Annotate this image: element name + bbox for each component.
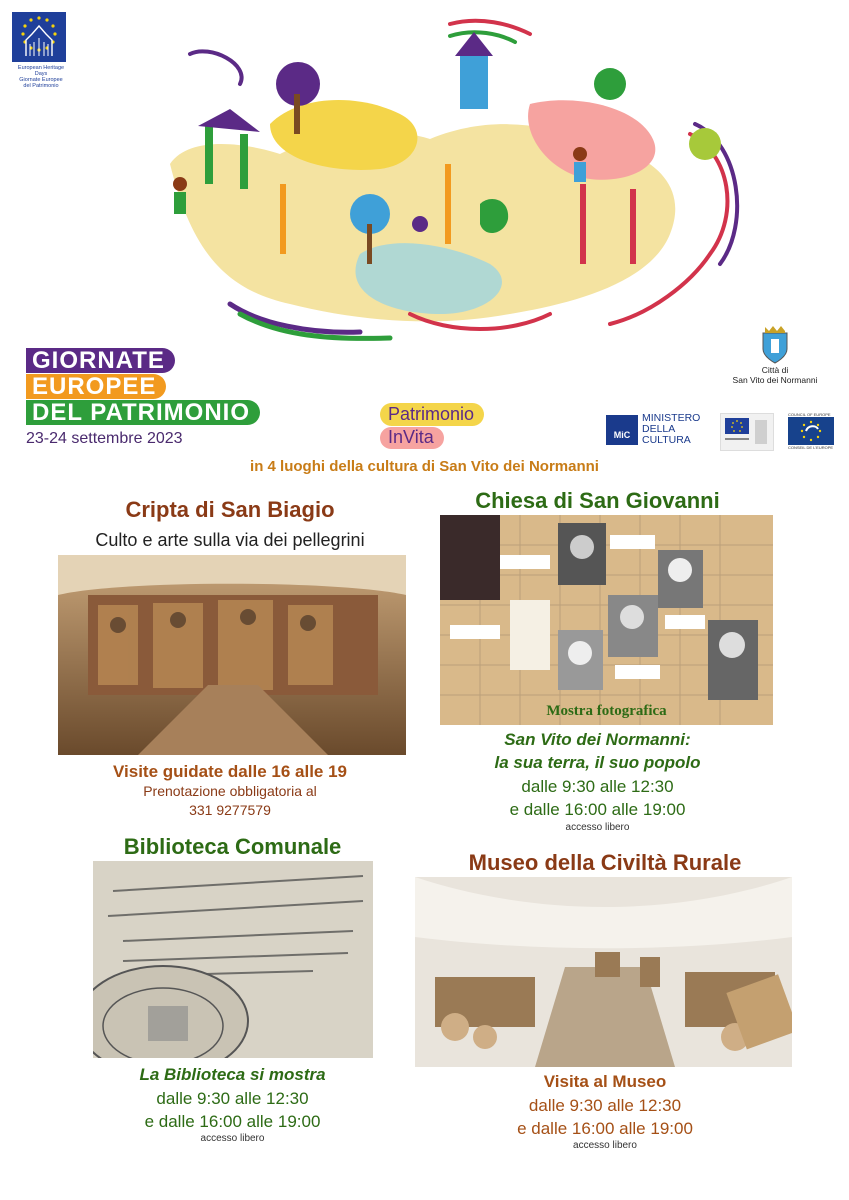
chiesa-hours-afternoon: e dalle 16:00 alle 19:00 [509, 800, 686, 819]
cripta-subtitle: Culto e arte sulla via dei pellegrini [95, 530, 365, 550]
city-label-line1: Città di [761, 365, 789, 375]
cripta-phone: 331 9277579 [189, 802, 271, 818]
chiesa-caption: Mostra fotografica [546, 703, 667, 719]
biblioteca-title: Biblioteca Comunale [123, 834, 342, 859]
ministry-text [642, 413, 700, 446]
ministry-line: MINISTERO [642, 412, 701, 424]
patrimonio-invita-badge [380, 403, 484, 449]
biblioteca-info1: La Biblioteca si mostra [139, 1065, 326, 1084]
cripta-title: Cripta di San Biagio [125, 497, 335, 522]
chiesa-access: accesso libero [565, 822, 630, 833]
eu-caption-line: del Patrimonio [23, 83, 59, 89]
biblioteca-photo [93, 861, 373, 1058]
cripta-info1: Visite guidate dalle 16 alle 19 [112, 762, 348, 781]
heritage-illustration [130, 14, 750, 349]
museo-title: Museo della Civiltà Rurale [468, 850, 742, 875]
chiesa-photo [440, 515, 773, 725]
title-line-europee: EUROPEE [26, 374, 166, 399]
coe-bottom-text: CONSEIL DE L'EUROPE [788, 445, 834, 450]
biblioteca-hours-morning: dalle 9:30 alle 12:30 [156, 1089, 309, 1108]
chiesa-title: Chiesa di San Giovanni [475, 488, 720, 513]
cripta-photo [58, 555, 406, 755]
chiesa-info2: la sua terra, il suo popolo [494, 753, 701, 772]
museo-photo [415, 877, 792, 1067]
title-line-giornate: GIORNATE [26, 348, 175, 373]
council-of-europe-logo [788, 412, 836, 450]
biblioteca-hours-afternoon: e dalle 16:00 alle 19:00 [144, 1112, 321, 1131]
museo-hours-afternoon: e dalle 16:00 alle 19:00 [517, 1119, 693, 1138]
eu-commission-logo [720, 413, 774, 451]
invita-label: InVita [380, 427, 444, 449]
mic-badge: MiC [606, 415, 638, 445]
eu-caption-line: Giornate Europee [19, 77, 63, 83]
subtitle: in 4 luoghi della cultura di San Vito dei Normanni [250, 458, 599, 475]
cripta-info2: Prenotazione obbligatoria al [143, 783, 317, 799]
city-label-line2: San Vito dei Normanni [732, 375, 818, 385]
ministero-cultura-logo [606, 413, 704, 445]
coe-top-text: COUNCIL OF EUROPE [788, 412, 831, 417]
city-logo [725, 325, 825, 385]
eu-logo-caption [12, 65, 70, 89]
eu-flag-icon [12, 12, 66, 62]
event-title-block [26, 348, 260, 448]
chiesa-hours-morning: dalle 9:30 alle 12:30 [521, 777, 674, 796]
eu-caption-line: European Heritage Days [17, 65, 65, 77]
event-date: 23-24 settembre 2023 [26, 430, 183, 447]
biblioteca-access: accesso libero [200, 1133, 265, 1144]
european-heritage-days-logo [12, 12, 70, 92]
museo-info1: Visita al Museo [543, 1072, 667, 1091]
ministry-line: CULTURA [642, 434, 691, 446]
museo-access: accesso libero [573, 1140, 637, 1151]
chiesa-info1: San Vito dei Normanni: [504, 730, 691, 749]
ministry-line: DELLA [642, 423, 676, 435]
museo-hours-morning: dalle 9:30 alle 12:30 [528, 1096, 682, 1115]
title-line-patrimonio: DEL PATRIMONIO [26, 400, 260, 425]
patrimonio-label: Patrimonio [380, 403, 484, 426]
city-crest-icon [759, 325, 791, 365]
coe-emblem-icon [788, 417, 834, 445]
